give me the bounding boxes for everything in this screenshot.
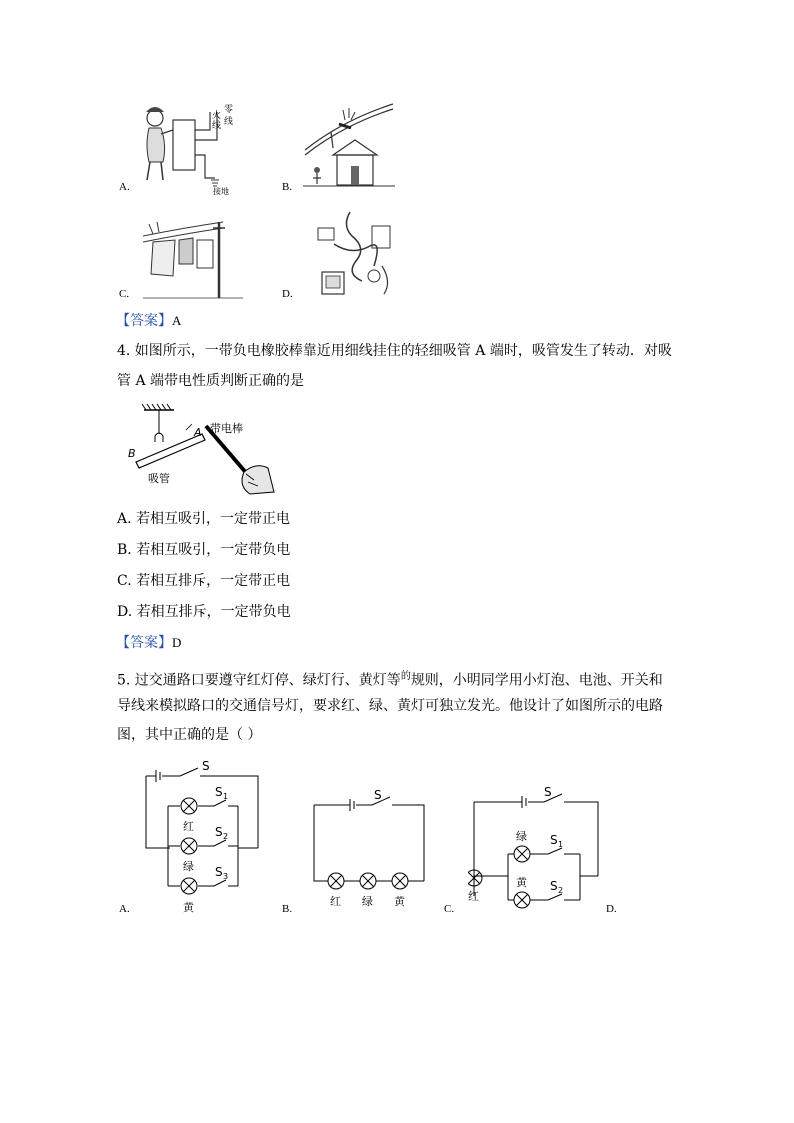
label-straw: 吸管 <box>148 472 170 485</box>
circuit-c-label-red: 红 <box>468 890 479 903</box>
circuit-c-label-s2-sub: 2 <box>558 886 564 895</box>
q3-option-a-label: A. <box>119 181 130 193</box>
q5-stem-line1 <box>117 668 663 690</box>
fig-label-ling: 零 <box>224 105 234 115</box>
q5-circuit-c <box>468 780 603 915</box>
q5-stem-line1-part2: 规则，小明同学用小灯泡、电池、开关和 <box>410 672 663 689</box>
q3-answer <box>116 312 181 330</box>
q5-stem-small-char: 的 <box>400 671 411 682</box>
circuit-a-label-yellow: 黄 <box>183 901 194 914</box>
q4-stem-line2: 管 A 端带电性质判断正确的是 <box>117 373 305 389</box>
q5-option-c-label: C. <box>444 903 455 915</box>
q5-stem-line3: 图，其中正确的是（ ） <box>117 727 262 743</box>
circuit-a-label-s2-sub: 2 <box>223 832 229 841</box>
circuit-c-label-green: 绿 <box>516 830 527 843</box>
circuit-b-label-green: 绿 <box>362 895 373 908</box>
q5-option-d-label: D. <box>606 903 617 915</box>
circuit-c-label-yellow: 黄 <box>516 876 527 889</box>
charged-rod-straw-diagram <box>126 402 276 498</box>
q5-option-b-label: B. <box>282 903 293 915</box>
circuit-c-label-s: S <box>544 785 552 799</box>
fig-label-jiedi: 接地 <box>213 187 229 195</box>
label-rod: 带电棒 <box>210 422 243 435</box>
tangled-appliance-cords-illustration <box>312 206 407 302</box>
circuit-c-diagram <box>468 780 603 915</box>
q3-figure-c <box>143 218 243 300</box>
q4-option-a: A. 若相互吸引，一定带正电 <box>117 511 291 527</box>
label-b: B <box>128 447 136 460</box>
circuit-a-label-s1: S <box>215 785 223 799</box>
q4-figure <box>126 402 276 498</box>
answer-bracket: 【答案】 <box>116 635 172 651</box>
answer-value: D <box>172 635 182 650</box>
circuit-a-label-s3-sub: 3 <box>223 872 229 881</box>
circuit-b-diagram <box>310 785 430 910</box>
circuit-c-label-s1: S <box>550 833 558 847</box>
circuit-a-diagram <box>140 758 265 916</box>
q3-figure-a <box>135 100 240 195</box>
circuit-c-label-s2: S <box>550 879 558 893</box>
circuit-a-label-red: 红 <box>183 820 194 833</box>
q5-circuit-b <box>310 785 430 910</box>
circuit-b-label-s: S <box>374 788 382 802</box>
label-a: A <box>194 426 202 439</box>
q4-stem-line1: 4. 如图所示，一带负电橡胶棒靠近用细线挂住的轻细吸管 A 端时，吸管发生了转动．对吸 <box>117 343 672 359</box>
circuit-a-label-s: S <box>202 759 210 773</box>
fig-label-huo: 火 <box>212 111 222 121</box>
q3-option-c-label: C. <box>119 288 130 300</box>
q5-circuit-a <box>140 758 265 916</box>
q3-option-d-label: D. <box>282 288 293 300</box>
q4-option-c: C. 若相互排斥，一定带正电 <box>117 573 291 589</box>
fig-label-xian1: 线 <box>212 121 222 131</box>
circuit-a-label-s3: S <box>215 865 223 879</box>
q3-option-b-label: B. <box>282 181 293 193</box>
person-touching-wire-illustration <box>135 100 240 195</box>
circuit-b-label-yellow: 黄 <box>394 895 405 908</box>
q4-answer <box>116 634 181 652</box>
q5-stem-line1-part1: 5. 过交通路口要遵守红灯停、绿灯行、黄灯等 <box>117 672 401 689</box>
q4-option-d: D. 若相互排斥，一定带负电 <box>117 604 291 620</box>
house-near-power-line-illustration <box>303 100 395 190</box>
fig-label-xian2: 线 <box>224 117 234 127</box>
clothes-on-power-line-illustration <box>143 218 243 300</box>
circuit-a-label-s1-sub: 1 <box>223 792 229 801</box>
q5-stem-line2: 导线来模拟路口的交通信号灯，要求红、绿、黄灯可独立发光。他设计了如图所示的电路 <box>117 698 663 714</box>
q5-option-a-label: A. <box>119 903 130 915</box>
q4-option-b: B. 若相互吸引，一定带负电 <box>117 542 291 558</box>
answer-bracket: 【答案】 <box>116 313 172 329</box>
q3-figure-b <box>303 100 395 190</box>
circuit-b-label-red: 红 <box>330 895 341 908</box>
q3-figure-d <box>312 206 407 302</box>
answer-value: A <box>172 313 182 328</box>
circuit-c-label-s1-sub: 1 <box>558 840 564 849</box>
circuit-a-label-s2: S <box>215 825 223 839</box>
circuit-a-label-green: 绿 <box>183 860 194 873</box>
